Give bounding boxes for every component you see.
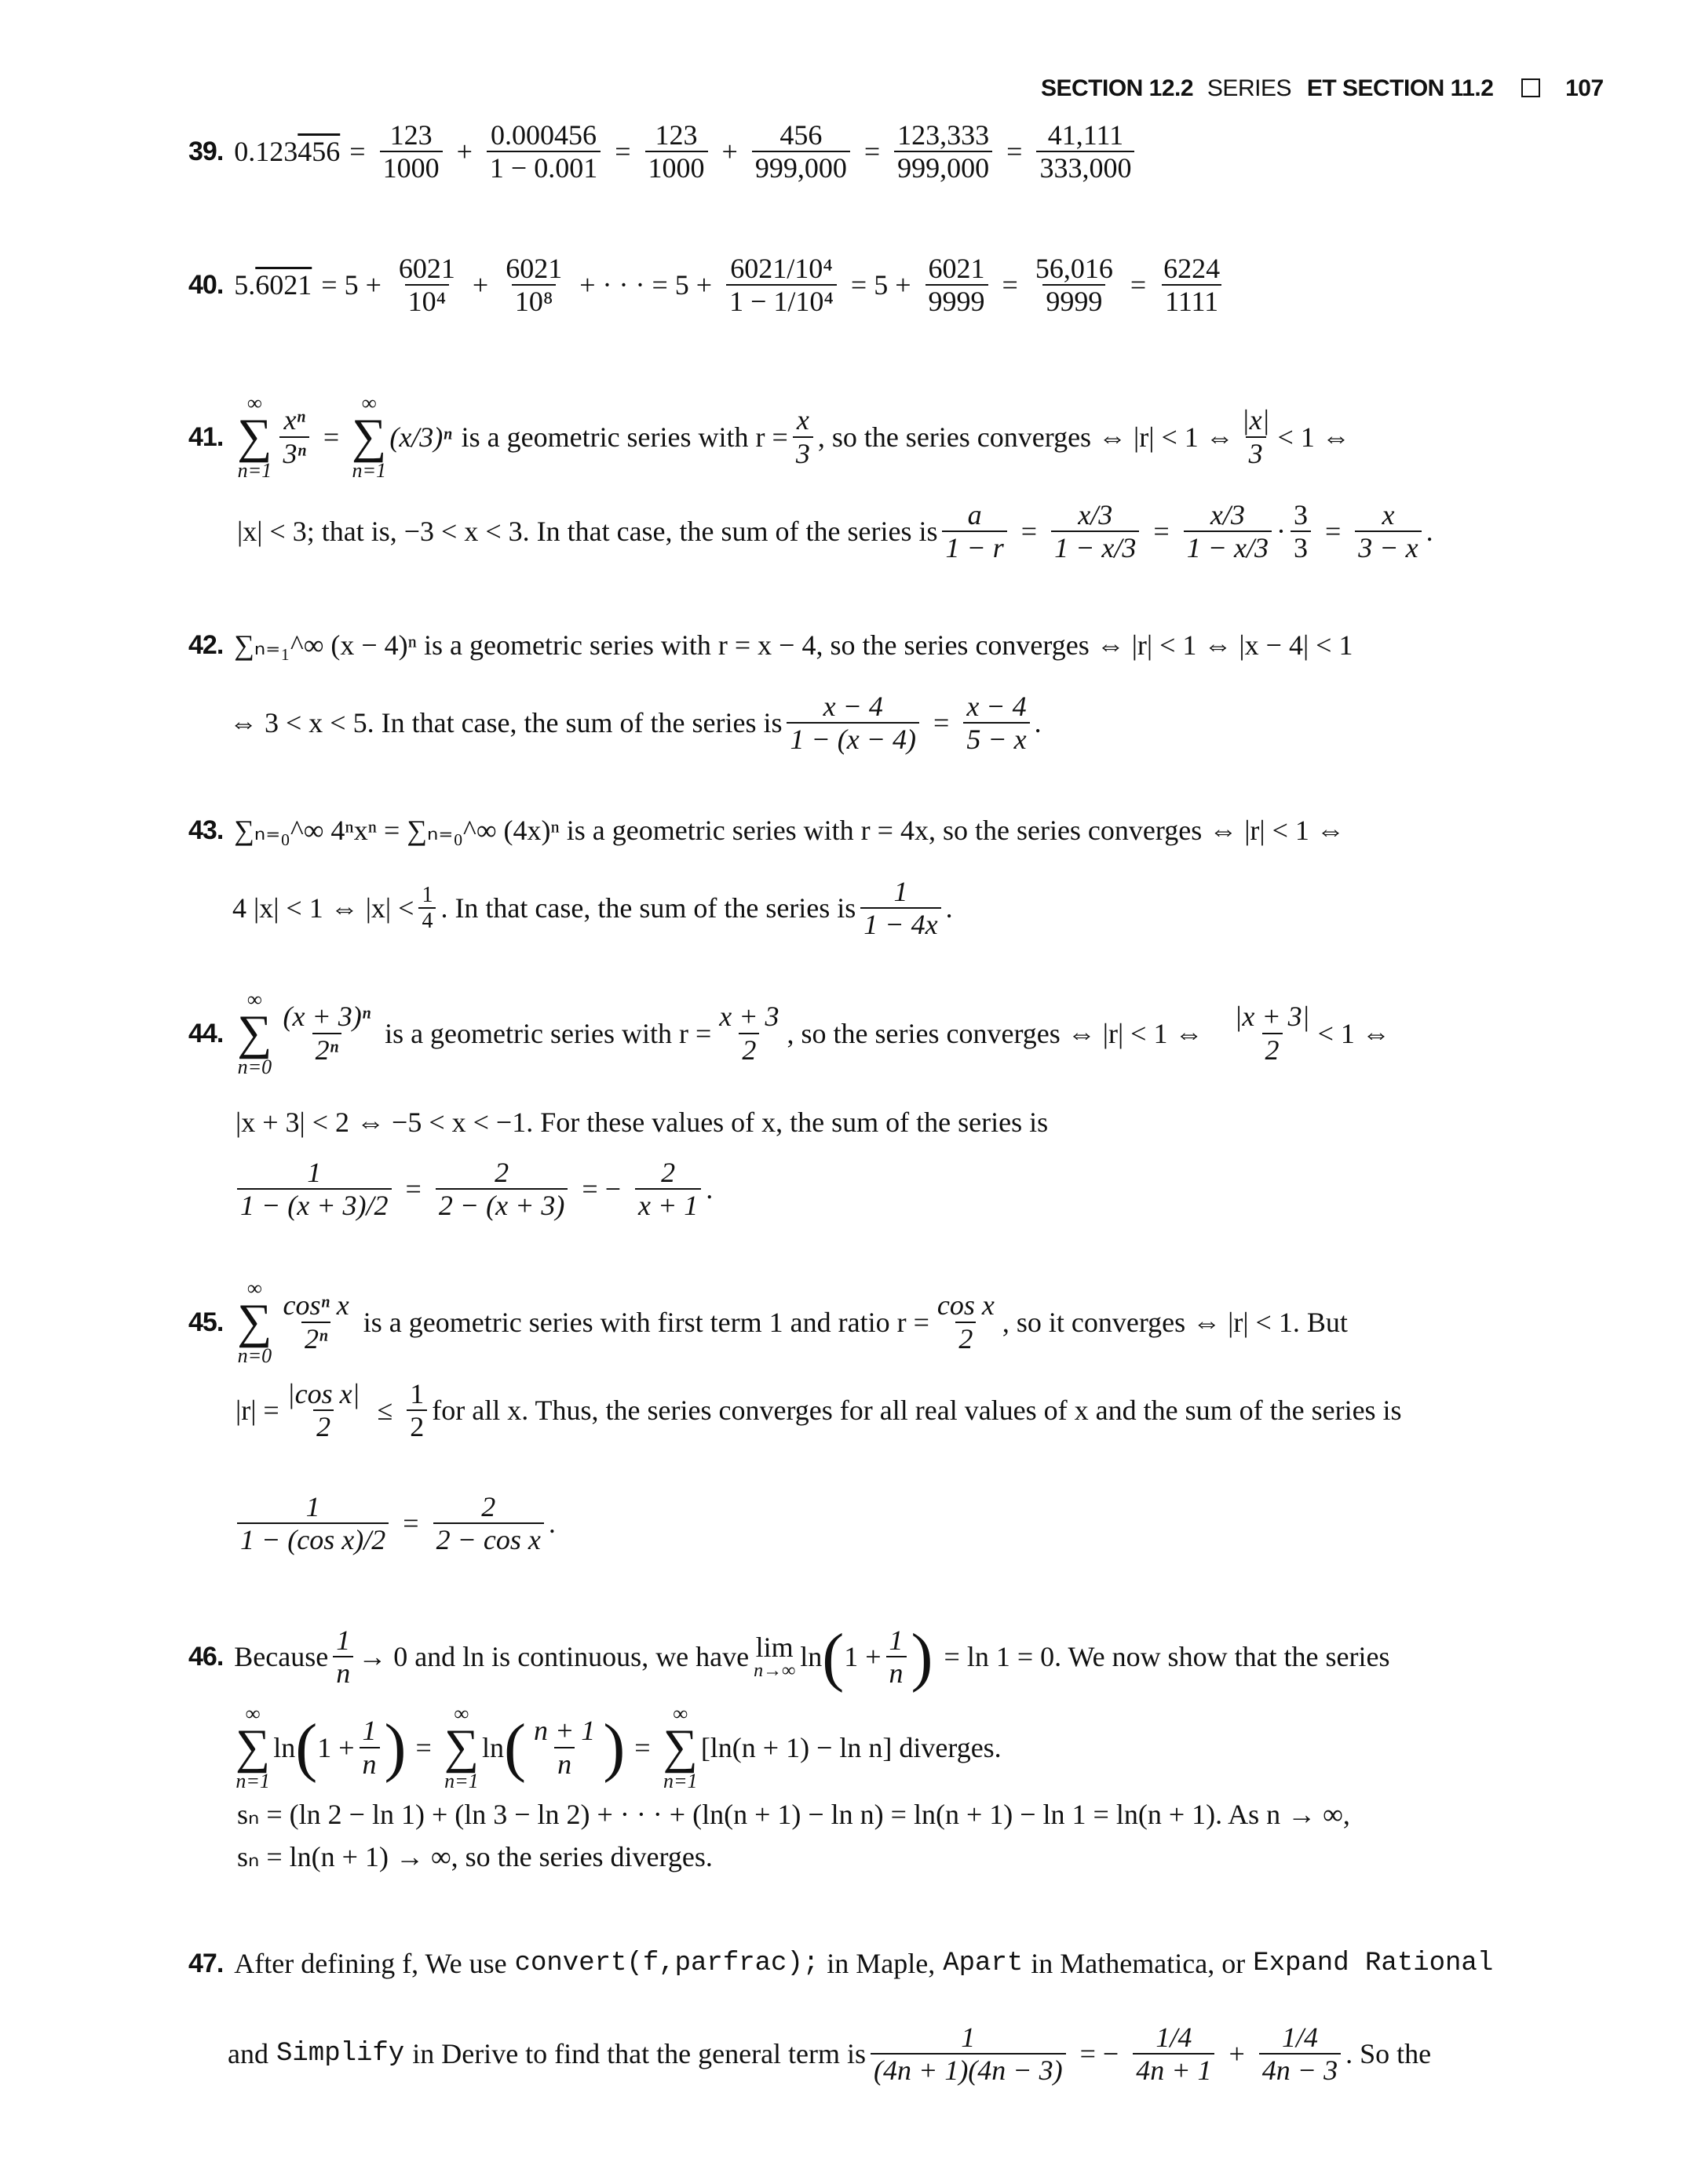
problem-47-line-2 [228, 2022, 1431, 2087]
text: sₙ = (ln 2 − ln 1) + (ln 3 − ln 2) + · · · + (ln(n + 1) − ln n) = ln(n + 1) − ln 1 = ln(n + 1). As n → ∞, [237, 1799, 1350, 1830]
text: < 1 ⇔ [1317, 1017, 1390, 1049]
ln: ln [273, 1731, 296, 1763]
text: After defining f, We use [234, 1948, 507, 1979]
fraction: $\frac{|x + 3|}{2}$ [1234, 1001, 1310, 1066]
code-expand-rational: Expand Rational [1253, 1949, 1494, 1978]
problem-42-line-1 [188, 631, 1353, 659]
fraction: $\frac{x + 3}{2}$ [719, 1001, 779, 1066]
text: , so the series converges ⇔ |r| < 1 ⇔ [817, 421, 1234, 453]
problem-44-line-1 [188, 989, 1390, 1077]
text: < 1 ⇔ [1277, 421, 1350, 453]
fraction: $\frac{6021}{\text{10⁸}}$ [506, 253, 563, 318]
text: is a geometric series with r = [461, 421, 788, 453]
problem-46-line-1: 46. Because $\frac{1}{n}$ → 0 and ln is continuous, we have lim n→∞ ln ( 1 + $\frac{1}{n}$ ) = ln 1 = 0. We now show that the series [188, 1620, 1390, 1694]
problem-42-line-2: ⇔ 3 < x < 5. In that case, the sum of the series is $\frac{x - 4}{1 - (x - 4)}$ = $\frac{x - 4}{5 - x}$ . [229, 691, 1042, 756]
fraction: $\frac{1}{n}$ [886, 1624, 907, 1690]
text: ∑ₙ₌₀^∞ 4ⁿxⁿ = ∑ₙ₌₀^∞ (4x)ⁿ is a geometric series with r = 4x, so the series converges ⇔ |r| < 1 ⇔ [234, 815, 1345, 846]
equals: = [634, 1731, 651, 1763]
problem-number: 44. [188, 1018, 224, 1048]
text: [ln(n + 1) − ln n] diverges. [700, 1731, 1002, 1763]
page-number: 107 [1565, 75, 1604, 101]
text: 1 + [844, 1641, 882, 1673]
text: . So the [1345, 2038, 1432, 2070]
text: sₙ = ln(n + 1) → ∞, so the series diverges. [237, 1841, 713, 1872]
section-label: SECTION 12.2 [1041, 75, 1194, 101]
problem-number: 41. [188, 421, 224, 452]
fraction: $\frac{6021}{9999}$ [925, 253, 988, 318]
problem-number: 45. [188, 1307, 224, 1337]
fraction: $\frac{6224}{1111}$ [1163, 253, 1221, 318]
code-apart: Apart [943, 1949, 1024, 1978]
fraction: $\frac{\text{xⁿ}}{\text{3ⁿ}}$ [279, 404, 308, 469]
text: Because [234, 1641, 329, 1673]
text: 4 |x| < 1 ⇔ |x| < [232, 892, 414, 924]
fraction: $\frac{456}{999,000}$ [752, 119, 850, 184]
text: |x| < 3; that is, −3 < x < 3. In that case, the sum of the series is [237, 516, 938, 548]
fraction: $\frac{n + 1}{n}$ [534, 1715, 596, 1780]
problem-43-line-1 [188, 816, 1345, 844]
fraction: $\frac{1}{4}$ [418, 883, 436, 934]
text: is a geometric series with r = [385, 1017, 712, 1049]
problem-number: 40. [188, 270, 224, 301]
fraction: $\frac{56,016}{9999}$ [1035, 253, 1113, 318]
problem-number: 43. [188, 815, 224, 845]
text: ∑ₙ₌₁^∞ (x − 4)ⁿ is a geometric series with r = x − 4, so the series converges ⇔ |r| < 1 ⇔ |x − 4| < 1 [234, 629, 1353, 661]
sigma-sum: ∞ ∑ n=1 [235, 1702, 271, 1793]
fraction: $\frac{1}{1 - (x + 3)/2}$ [237, 1157, 392, 1222]
fraction: $\frac{3}{3}$ [1291, 499, 1311, 564]
fraction: $\frac{x - 4}{5 - x}$ [963, 691, 1029, 756]
square-box-icon [1521, 78, 1540, 97]
fraction: $\frac{41,111}{333,000}$ [1036, 119, 1134, 184]
fraction: $\frac{a}{1 - r}$ [942, 499, 1006, 564]
fraction: $\frac{123,333}{999,000}$ [894, 119, 992, 184]
sigma-sum: ∞ ∑ n=1 [444, 1702, 480, 1793]
problem-number: 42. [188, 630, 224, 660]
fraction: $\frac{1/4}{4n - 3}$ [1259, 2022, 1341, 2087]
problem-41-line-2: |x| < 3; that is, −3 < x < 3. In that case, the sum of the series is $\frac{a}{1 - r}$ = $\frac{x/3}{1 - x/3}$ = $\frac{x/3}{1 - x/3}$ · $\frac{3}{3}$ = $\frac{x}{3 - x}$ . [237, 499, 1433, 564]
expr-text: = 5 + [850, 269, 911, 301]
decimal-int: 5. [234, 269, 256, 301]
problem-number: 46. [188, 1642, 224, 1672]
ln: ln [800, 1641, 823, 1673]
fraction: $\frac{6021}{\text{10⁴}}$ [398, 253, 455, 318]
fraction: $\frac{0.000456}{1 - 0.001}$ [487, 119, 601, 184]
fraction: $\frac{2}{2 - (x + 3)}$ [436, 1157, 568, 1222]
problem-45-line-2 [235, 1378, 1402, 1443]
text: 1 + [317, 1731, 355, 1763]
fraction: $\frac{\text{cos x}}{2}$ [936, 1289, 995, 1355]
text: in Derive to find that the general term is [412, 2038, 867, 2070]
equals: = [349, 136, 366, 168]
sigma-sum: ∞ ∑ n=0 [237, 1277, 272, 1368]
text: = ln 1 = 0. We now show that the series [944, 1641, 1390, 1673]
fraction: $\frac{|x|}{3}$ [1241, 404, 1270, 469]
le-symbol: ≤ [377, 1395, 393, 1427]
fraction: $\frac{x - 4}{1 - (x - 4)}$ [787, 691, 919, 756]
problem-40: 40. 5. 6021 = 5 + $\frac{6021}{\text{10⁴}}$ + $\frac{6021}{\text{10⁸}}$ + · · · = 5 + $\frac{\text{6021/10⁴}}{\text{1 − 1/10⁴}}$ = 5 + $\frac{6021}{9999}$ = $\frac{56,016}{9999}$ = $\frac{6224}{1111}$ [188, 253, 1228, 318]
sigma-sum: ∞ ∑ n=1 [352, 392, 387, 483]
sigma-sum: ∞ ∑ n=1 [237, 392, 272, 483]
problem-47-line-1 [188, 1949, 1493, 1978]
text: |x + 3| < 2 ⇔ −5 < x < −1. For these values of x, the sum of the series is [235, 1107, 1049, 1138]
text: in Mathematica, or [1031, 1948, 1246, 1979]
problem-46-line-4 [237, 1843, 713, 1871]
problem-number: 47. [188, 1949, 224, 1978]
text: → 0 and ln is continuous, we have [358, 1641, 750, 1673]
problem-43-line-2: 4 |x| < 1 ⇔ |x| < $\frac{1}{4}$ . In that case, the sum of the series is $\frac{1}{1 - 4x}$ . [232, 876, 953, 941]
sigma-sum: ∞ ∑ n=1 [663, 1702, 698, 1793]
expr-text: = 5 + [321, 269, 382, 301]
series-label: SERIES [1207, 75, 1291, 101]
text: in Maple, [827, 1948, 936, 1979]
fraction: $\frac{1}{n}$ [360, 1715, 380, 1780]
fraction: $\frac{\text{6021/10⁴}}{\text{1 − 1/10⁴}}$ [726, 253, 837, 318]
text: and [228, 2038, 268, 2070]
fraction: $\frac{1}{(4n + 1)(4n - 3)}$ [871, 2022, 1066, 2087]
fraction: $\frac{1}{\text{1 − (cos x)/2}}$ [237, 1491, 389, 1556]
equals: = [415, 1731, 432, 1763]
problem-45-line-1 [188, 1278, 1348, 1366]
problem-number: 39. [188, 137, 224, 167]
fraction: $\frac{2}{\text{2 − cos x}}$ [433, 1491, 544, 1556]
problem-41-line-1: 41. ∞ ∑ n=1 $\frac{\text{xⁿ}}{\text{3ⁿ}}$ = ∞ ∑ n=1 (x/3)ⁿ is a geometric series with r = $\frac{x}{3}$ , so the series converges ⇔ |r| < 1 ⇔ $\frac{|x|}{3}$ < 1 ⇔ [188, 392, 1350, 483]
problem-46-line-2: ∞ ∑ n=1 ln ( 1 + $\frac{1}{n}$ ) = ∞ ∑ n=1 ln ( $\frac{n + 1}{n}$ ) = ∞ ∑ n=1 [ln(n + 1) − ln n] diverges. [235, 1702, 1002, 1793]
fraction: $\frac{1}{n}$ [333, 1624, 353, 1690]
expr-text: + · · · = 5 + [579, 269, 713, 301]
plus: + [1229, 2038, 1245, 2070]
repeating-digits: 456 [298, 136, 341, 168]
text: for all x. Thus, the series converges for all real values of x and the sum of the series is [432, 1395, 1402, 1427]
fraction: $\frac{x/3}{1 - x/3}$ [1184, 499, 1272, 564]
text: |r| = [235, 1395, 279, 1427]
repeating-digits: 6021 [255, 269, 312, 301]
et-section-label: ET SECTION 11.2 [1306, 75, 1494, 101]
sigma-sum: ∞ ∑ n=0 [237, 988, 272, 1079]
power-term: (x/3)ⁿ [389, 421, 452, 453]
text: , so it converges ⇔ |r| < 1. But [1002, 1306, 1348, 1338]
problem-44-line-3: $\frac{1}{1 - (x + 3)/2}$ = $\frac{2}{2 - (x + 3)}$ = − $\frac{2}{x + 1}$ . [232, 1157, 713, 1222]
equals: = − [1079, 2038, 1119, 2070]
fraction: $\frac{1/4}{4n + 1}$ [1133, 2022, 1214, 2087]
fraction: $\frac{x}{3 - x}$ [1355, 499, 1421, 564]
decimal-int: 0.123 [234, 136, 298, 168]
limit: lim n→∞ [754, 1632, 796, 1682]
code-simplify: Simplify [276, 2039, 405, 2069]
text: , so the series converges ⇔ |r| < 1 ⇔ [787, 1017, 1203, 1049]
text: is a geometric series with first term 1 and ratio r = [363, 1306, 929, 1338]
code-convert: convert(f,parfrac); [514, 1949, 820, 1978]
text: . In that case, the sum of the series is [440, 892, 856, 924]
text: ⇔ 3 < x < 5. In that case, the sum of the series is [229, 707, 783, 739]
problem-39: 39. 0.123 456 = $\frac{123}{1000}$ + $\frac{0.000456}{1 - 0.001}$ = $\frac{123}{1000}$ + $\frac{456}{999,000}$ = $\frac{123,333}{999,000}$ = $\frac{41,111}{333,000}$ [188, 119, 1139, 184]
fraction: $\frac{123}{1000}$ [380, 119, 443, 184]
fraction: $\frac{1}{1 - 4x}$ [860, 876, 940, 941]
fraction: $\frac{123}{1000}$ [645, 119, 708, 184]
fraction: $\frac{1}{2}$ [407, 1378, 427, 1443]
fraction: $\frac{x}{3}$ [793, 404, 813, 469]
problem-45-line-3: $\frac{1}{\text{1 − (cos x)/2}}$ = $\frac{2}{\text{2 − cos x}}$ . [232, 1491, 556, 1556]
running-header [1041, 75, 1604, 102]
problem-44-line-2 [235, 1108, 1048, 1136]
fraction: $\frac{\text{cosⁿ x}}{\text{2ⁿ}}$ [283, 1289, 349, 1355]
problem-46-line-3 [237, 1800, 1350, 1829]
fraction: $\frac{2}{x + 1}$ [635, 1157, 701, 1222]
fraction: $\frac{\text{|cos x|}}{2}$ [287, 1378, 360, 1443]
ln: ln [482, 1731, 505, 1763]
fraction: $\frac{\text{(x + 3)ⁿ}}{\text{2ⁿ}}$ [283, 1001, 371, 1066]
fraction: $\frac{x/3}{1 - x/3}$ [1051, 499, 1139, 564]
